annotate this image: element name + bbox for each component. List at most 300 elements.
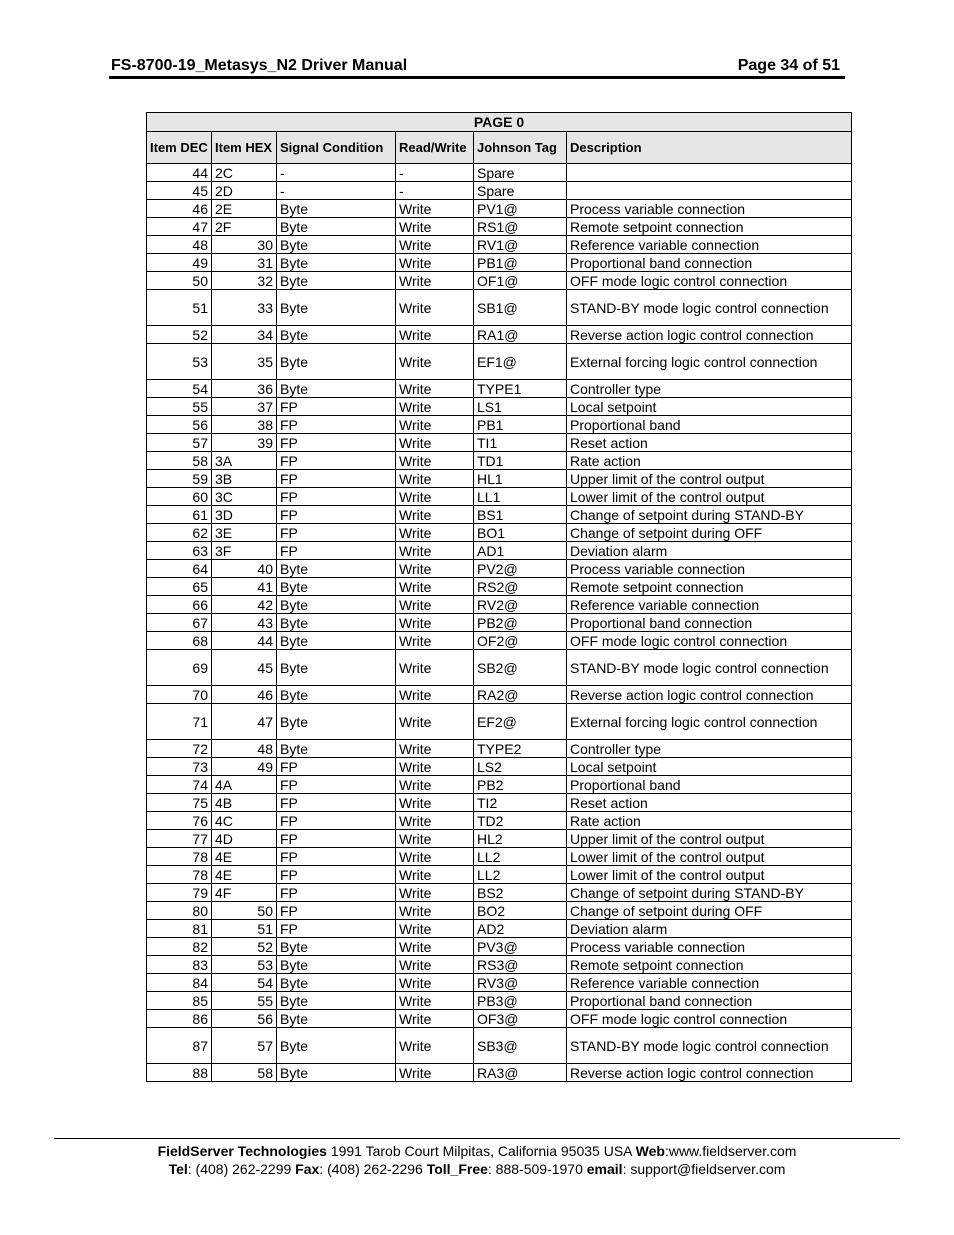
table-row <box>147 470 852 488</box>
cell-item-hex: 40 <box>212 560 277 578</box>
cell-johnson-tag: BO1 <box>474 524 567 542</box>
footer-tel-value: : (408) 262-2299 <box>187 1161 296 1177</box>
cell-item-dec: 48 <box>147 236 212 254</box>
cell-read-write: Write <box>396 794 474 812</box>
cell-read-write: Write <box>396 686 474 704</box>
cell-signal-condition: FP <box>277 452 396 470</box>
cell-signal-condition: Byte <box>277 578 396 596</box>
cell-johnson-tag: HL2 <box>474 830 567 848</box>
cell-read-write: Write <box>396 758 474 776</box>
table-row <box>147 254 852 272</box>
cell-item-dec: 85 <box>147 992 212 1010</box>
cell-read-write: Write <box>396 992 474 1010</box>
cell-item-dec: 72 <box>147 740 212 758</box>
cell-description: Local setpoint <box>567 398 852 416</box>
cell-johnson-tag: PV1@ <box>474 200 567 218</box>
cell-item-dec: 87 <box>147 1028 212 1064</box>
cell-description: Controller type <box>567 380 852 398</box>
table-row <box>147 956 852 974</box>
cell-description: Proportional band <box>567 776 852 794</box>
cell-item-dec: 54 <box>147 380 212 398</box>
cell-item-hex: 42 <box>212 596 277 614</box>
cell-item-hex: 33 <box>212 290 277 326</box>
cell-signal-condition: Byte <box>277 344 396 380</box>
footer-line-2 <box>0 1161 954 1177</box>
cell-johnson-tag: Spare <box>474 182 567 200</box>
cell-signal-condition: FP <box>277 542 396 560</box>
column-header-item-hex: Item HEX <box>212 132 277 164</box>
cell-read-write: Write <box>396 632 474 650</box>
cell-read-write: Write <box>396 578 474 596</box>
table-row <box>147 830 852 848</box>
cell-description: Lower limit of the control output <box>567 866 852 884</box>
cell-item-dec: 67 <box>147 614 212 632</box>
cell-signal-condition: Byte <box>277 1064 396 1082</box>
cell-item-dec: 58 <box>147 452 212 470</box>
table-row <box>147 416 852 434</box>
table-row <box>147 1028 852 1064</box>
cell-item-hex: 2F <box>212 218 277 236</box>
cell-description <box>567 164 852 182</box>
table-row <box>147 920 852 938</box>
cell-signal-condition: Byte <box>277 686 396 704</box>
cell-description: STAND-BY mode logic control connection <box>567 290 852 326</box>
cell-item-dec: 53 <box>147 344 212 380</box>
cell-read-write: Write <box>396 956 474 974</box>
cell-signal-condition: FP <box>277 488 396 506</box>
cell-signal-condition: FP <box>277 416 396 434</box>
table-row <box>147 182 852 200</box>
cell-item-dec: 71 <box>147 704 212 740</box>
cell-item-dec: 44 <box>147 164 212 182</box>
cell-read-write: Write <box>396 200 474 218</box>
cell-signal-condition: Byte <box>277 632 396 650</box>
register-table <box>146 112 852 1082</box>
cell-description <box>567 182 852 200</box>
cell-signal-condition: FP <box>277 812 396 830</box>
cell-item-hex: 2D <box>212 182 277 200</box>
cell-item-dec: 88 <box>147 1064 212 1082</box>
footer-tollfree-value: : 888-509-1970 <box>487 1161 587 1177</box>
cell-item-hex: 49 <box>212 758 277 776</box>
cell-description: Deviation alarm <box>567 542 852 560</box>
cell-signal-condition: FP <box>277 866 396 884</box>
cell-description: Local setpoint <box>567 758 852 776</box>
cell-signal-condition: FP <box>277 776 396 794</box>
cell-signal-condition: Byte <box>277 614 396 632</box>
cell-item-hex: 2E <box>212 200 277 218</box>
cell-item-dec: 52 <box>147 326 212 344</box>
cell-johnson-tag: LL1 <box>474 488 567 506</box>
cell-description: Reverse action logic control connection <box>567 1064 852 1082</box>
table-row <box>147 164 852 182</box>
cell-signal-condition: Byte <box>277 740 396 758</box>
cell-item-hex: 35 <box>212 344 277 380</box>
cell-item-hex: 37 <box>212 398 277 416</box>
cell-item-hex: 56 <box>212 1010 277 1028</box>
table-row <box>147 848 852 866</box>
table-row <box>147 344 852 380</box>
cell-item-dec: 66 <box>147 596 212 614</box>
table-row <box>147 236 852 254</box>
table-row <box>147 704 852 740</box>
table-row <box>147 938 852 956</box>
cell-signal-condition: FP <box>277 434 396 452</box>
cell-signal-condition: FP <box>277 524 396 542</box>
cell-read-write: Write <box>396 470 474 488</box>
cell-description: Controller type <box>567 740 852 758</box>
footer-tollfree-label: Toll_Free <box>426 1161 488 1177</box>
cell-item-hex: 32 <box>212 272 277 290</box>
cell-item-dec: 61 <box>147 506 212 524</box>
cell-johnson-tag: TI2 <box>474 794 567 812</box>
cell-description: Lower limit of the control output <box>567 488 852 506</box>
table-row <box>147 218 852 236</box>
cell-item-dec: 55 <box>147 398 212 416</box>
footer-company: FieldServer Technologies <box>157 1143 327 1159</box>
cell-johnson-tag: AD2 <box>474 920 567 938</box>
table-row <box>147 776 852 794</box>
cell-item-hex: 3C <box>212 488 277 506</box>
cell-johnson-tag: RS2@ <box>474 578 567 596</box>
column-header-item-dec: Item DEC <box>147 132 212 164</box>
cell-item-hex: 3B <box>212 470 277 488</box>
cell-item-dec: 79 <box>147 884 212 902</box>
cell-signal-condition: Byte <box>277 596 396 614</box>
footer-email-value: : support@fieldserver.com <box>622 1161 786 1177</box>
cell-item-hex: 54 <box>212 974 277 992</box>
cell-description: Reference variable connection <box>567 974 852 992</box>
cell-item-hex: 47 <box>212 704 277 740</box>
cell-read-write: Write <box>396 326 474 344</box>
footer-web-value: :www.fieldserver.com <box>664 1143 797 1159</box>
cell-johnson-tag: RA3@ <box>474 1064 567 1082</box>
cell-item-hex: 2C <box>212 164 277 182</box>
cell-signal-condition: Byte <box>277 326 396 344</box>
cell-read-write: Write <box>396 596 474 614</box>
header-rule <box>109 76 845 79</box>
cell-signal-condition: Byte <box>277 200 396 218</box>
cell-item-hex: 3E <box>212 524 277 542</box>
cell-johnson-tag: EF1@ <box>474 344 567 380</box>
cell-item-hex: 4E <box>212 848 277 866</box>
table-row <box>147 506 852 524</box>
table-row <box>147 200 852 218</box>
cell-signal-condition: - <box>277 164 396 182</box>
footer-line-1 <box>0 1143 954 1159</box>
cell-read-write: Write <box>396 452 474 470</box>
cell-johnson-tag: AD1 <box>474 542 567 560</box>
cell-signal-condition: Byte <box>277 956 396 974</box>
cell-item-hex: 36 <box>212 380 277 398</box>
cell-item-hex: 30 <box>212 236 277 254</box>
cell-johnson-tag: BS2 <box>474 884 567 902</box>
cell-read-write: Write <box>396 290 474 326</box>
footer-rule <box>54 1138 900 1139</box>
cell-read-write: Write <box>396 830 474 848</box>
cell-johnson-tag: TD2 <box>474 812 567 830</box>
cell-item-dec: 62 <box>147 524 212 542</box>
cell-item-dec: 74 <box>147 776 212 794</box>
cell-description: OFF mode logic control connection <box>567 1010 852 1028</box>
cell-johnson-tag: LL2 <box>474 866 567 884</box>
cell-description: Process variable connection <box>567 560 852 578</box>
table-row <box>147 884 852 902</box>
cell-item-hex: 57 <box>212 1028 277 1064</box>
cell-johnson-tag: RA2@ <box>474 686 567 704</box>
cell-description: Reverse action logic control connection <box>567 326 852 344</box>
footer-tel-label: Tel <box>168 1161 188 1177</box>
table-row <box>147 758 852 776</box>
cell-item-dec: 78 <box>147 866 212 884</box>
cell-item-dec: 65 <box>147 578 212 596</box>
cell-johnson-tag: PB1 <box>474 416 567 434</box>
cell-item-hex: 52 <box>212 938 277 956</box>
cell-signal-condition: FP <box>277 830 396 848</box>
cell-signal-condition: Byte <box>277 1010 396 1028</box>
cell-read-write: Write <box>396 740 474 758</box>
cell-read-write: Write <box>396 866 474 884</box>
cell-item-hex: 3F <box>212 542 277 560</box>
cell-signal-condition: FP <box>277 758 396 776</box>
footer-fax-value: : (408) 262-2296 <box>319 1161 427 1177</box>
cell-johnson-tag: Spare <box>474 164 567 182</box>
table-row <box>147 578 852 596</box>
cell-item-hex: 51 <box>212 920 277 938</box>
cell-item-hex: 38 <box>212 416 277 434</box>
table-row <box>147 290 852 326</box>
cell-item-dec: 63 <box>147 542 212 560</box>
cell-item-hex: 53 <box>212 956 277 974</box>
cell-item-dec: 83 <box>147 956 212 974</box>
cell-read-write: Write <box>396 380 474 398</box>
cell-description: Rate action <box>567 812 852 830</box>
cell-signal-condition: FP <box>277 902 396 920</box>
cell-read-write: - <box>396 182 474 200</box>
table-row <box>147 398 852 416</box>
column-header-description: Description <box>567 132 852 164</box>
table-row <box>147 596 852 614</box>
cell-read-write: - <box>396 164 474 182</box>
table-row <box>147 794 852 812</box>
cell-description: Upper limit of the control output <box>567 830 852 848</box>
cell-johnson-tag: LS1 <box>474 398 567 416</box>
cell-item-hex: 41 <box>212 578 277 596</box>
cell-item-hex: 45 <box>212 650 277 686</box>
cell-description: OFF mode logic control connection <box>567 272 852 290</box>
cell-item-dec: 69 <box>147 650 212 686</box>
cell-item-hex: 34 <box>212 326 277 344</box>
cell-item-dec: 50 <box>147 272 212 290</box>
table-row <box>147 650 852 686</box>
cell-read-write: Write <box>396 848 474 866</box>
cell-item-dec: 47 <box>147 218 212 236</box>
column-header-read-write: Read/Write <box>396 132 474 164</box>
cell-johnson-tag: SB1@ <box>474 290 567 326</box>
cell-description: OFF mode logic control connection <box>567 632 852 650</box>
cell-johnson-tag: RV1@ <box>474 236 567 254</box>
cell-read-write: Write <box>396 704 474 740</box>
cell-johnson-tag: SB3@ <box>474 1028 567 1064</box>
table-row <box>147 1010 852 1028</box>
table-row <box>147 992 852 1010</box>
cell-item-hex: 3D <box>212 506 277 524</box>
cell-read-write: Write <box>396 1028 474 1064</box>
cell-item-dec: 77 <box>147 830 212 848</box>
cell-item-hex: 4F <box>212 884 277 902</box>
cell-description: Rate action <box>567 452 852 470</box>
cell-johnson-tag: RV3@ <box>474 974 567 992</box>
table-row <box>147 632 852 650</box>
cell-read-write: Write <box>396 254 474 272</box>
cell-signal-condition: Byte <box>277 218 396 236</box>
cell-read-write: Write <box>396 434 474 452</box>
cell-signal-condition: FP <box>277 398 396 416</box>
cell-item-hex: 31 <box>212 254 277 272</box>
cell-item-dec: 68 <box>147 632 212 650</box>
cell-item-dec: 46 <box>147 200 212 218</box>
cell-description: Process variable connection <box>567 938 852 956</box>
cell-johnson-tag: EF2@ <box>474 704 567 740</box>
cell-item-dec: 82 <box>147 938 212 956</box>
cell-johnson-tag: RA1@ <box>474 326 567 344</box>
cell-johnson-tag: PB2@ <box>474 614 567 632</box>
cell-read-write: Write <box>396 272 474 290</box>
cell-johnson-tag: OF2@ <box>474 632 567 650</box>
cell-description: Remote setpoint connection <box>567 218 852 236</box>
cell-read-write: Write <box>396 650 474 686</box>
cell-johnson-tag: TYPE2 <box>474 740 567 758</box>
cell-signal-condition: - <box>277 182 396 200</box>
cell-item-dec: 64 <box>147 560 212 578</box>
cell-description: Upper limit of the control output <box>567 470 852 488</box>
cell-johnson-tag: RV2@ <box>474 596 567 614</box>
cell-read-write: Write <box>396 1064 474 1082</box>
cell-signal-condition: Byte <box>277 272 396 290</box>
cell-read-write: Write <box>396 560 474 578</box>
cell-description: Proportional band <box>567 416 852 434</box>
cell-signal-condition: FP <box>277 920 396 938</box>
cell-item-dec: 56 <box>147 416 212 434</box>
cell-read-write: Write <box>396 776 474 794</box>
cell-signal-condition: Byte <box>277 650 396 686</box>
cell-johnson-tag: PB3@ <box>474 992 567 1010</box>
footer-email-label: email <box>586 1161 623 1177</box>
table-row <box>147 326 852 344</box>
cell-read-write: Write <box>396 938 474 956</box>
cell-item-hex: 4C <box>212 812 277 830</box>
cell-description: External forcing logic control connection <box>567 344 852 380</box>
cell-signal-condition: Byte <box>277 236 396 254</box>
cell-johnson-tag: TI1 <box>474 434 567 452</box>
cell-item-dec: 84 <box>147 974 212 992</box>
cell-signal-condition: FP <box>277 884 396 902</box>
cell-description: Remote setpoint connection <box>567 956 852 974</box>
table-row <box>147 434 852 452</box>
cell-read-write: Write <box>396 614 474 632</box>
cell-johnson-tag: PB1@ <box>474 254 567 272</box>
cell-signal-condition: Byte <box>277 560 396 578</box>
table-row <box>147 272 852 290</box>
cell-item-hex: 3A <box>212 452 277 470</box>
table-row <box>147 902 852 920</box>
cell-johnson-tag: RS1@ <box>474 218 567 236</box>
cell-item-dec: 49 <box>147 254 212 272</box>
cell-item-dec: 78 <box>147 848 212 866</box>
cell-johnson-tag: BO2 <box>474 902 567 920</box>
cell-read-write: Write <box>396 236 474 254</box>
cell-item-hex: 48 <box>212 740 277 758</box>
cell-description: Deviation alarm <box>567 920 852 938</box>
cell-read-write: Write <box>396 542 474 560</box>
cell-read-write: Write <box>396 218 474 236</box>
cell-description: Proportional band connection <box>567 614 852 632</box>
cell-read-write: Write <box>396 506 474 524</box>
cell-signal-condition: Byte <box>277 938 396 956</box>
cell-johnson-tag: PV2@ <box>474 560 567 578</box>
cell-read-write: Write <box>396 920 474 938</box>
cell-johnson-tag: HL1 <box>474 470 567 488</box>
cell-read-write: Write <box>396 488 474 506</box>
cell-description: Lower limit of the control output <box>567 848 852 866</box>
cell-description: Proportional band connection <box>567 254 852 272</box>
cell-item-dec: 81 <box>147 920 212 938</box>
cell-johnson-tag: PB2 <box>474 776 567 794</box>
cell-item-dec: 86 <box>147 1010 212 1028</box>
table-row <box>147 686 852 704</box>
cell-signal-condition: Byte <box>277 992 396 1010</box>
cell-description: Change of setpoint during OFF <box>567 902 852 920</box>
cell-read-write: Write <box>396 416 474 434</box>
cell-read-write: Write <box>396 344 474 380</box>
cell-signal-condition: FP <box>277 848 396 866</box>
cell-johnson-tag: RS3@ <box>474 956 567 974</box>
table-row <box>147 614 852 632</box>
cell-johnson-tag: BS1 <box>474 506 567 524</box>
cell-read-write: Write <box>396 1010 474 1028</box>
cell-read-write: Write <box>396 398 474 416</box>
column-header-signal-condition: Signal Condition <box>277 132 396 164</box>
cell-johnson-tag: LS2 <box>474 758 567 776</box>
cell-signal-condition: Byte <box>277 704 396 740</box>
table-title: PAGE 0 <box>147 113 852 132</box>
cell-johnson-tag: TYPE1 <box>474 380 567 398</box>
cell-johnson-tag: TD1 <box>474 452 567 470</box>
cell-item-dec: 45 <box>147 182 212 200</box>
cell-johnson-tag: OF3@ <box>474 1010 567 1028</box>
cell-signal-condition: FP <box>277 470 396 488</box>
cell-item-hex: 58 <box>212 1064 277 1082</box>
cell-item-hex: 4D <box>212 830 277 848</box>
cell-read-write: Write <box>396 902 474 920</box>
table-row <box>147 812 852 830</box>
cell-item-hex: 39 <box>212 434 277 452</box>
footer-address: 1991 Tarob Court Milpitas, California 95035 USA <box>326 1143 636 1159</box>
cell-item-hex: 4A <box>212 776 277 794</box>
cell-item-hex: 46 <box>212 686 277 704</box>
cell-item-dec: 60 <box>147 488 212 506</box>
cell-johnson-tag: SB2@ <box>474 650 567 686</box>
document-title: FS-8700-19_Metasys_N2 Driver Manual <box>111 57 408 74</box>
cell-item-dec: 73 <box>147 758 212 776</box>
page-number: Page 34 of 51 <box>737 57 840 74</box>
cell-signal-condition: Byte <box>277 974 396 992</box>
cell-johnson-tag: LL2 <box>474 848 567 866</box>
cell-description: Remote setpoint connection <box>567 578 852 596</box>
table-row <box>147 542 852 560</box>
cell-description: Change of setpoint during STAND-BY <box>567 884 852 902</box>
table-row <box>147 740 852 758</box>
